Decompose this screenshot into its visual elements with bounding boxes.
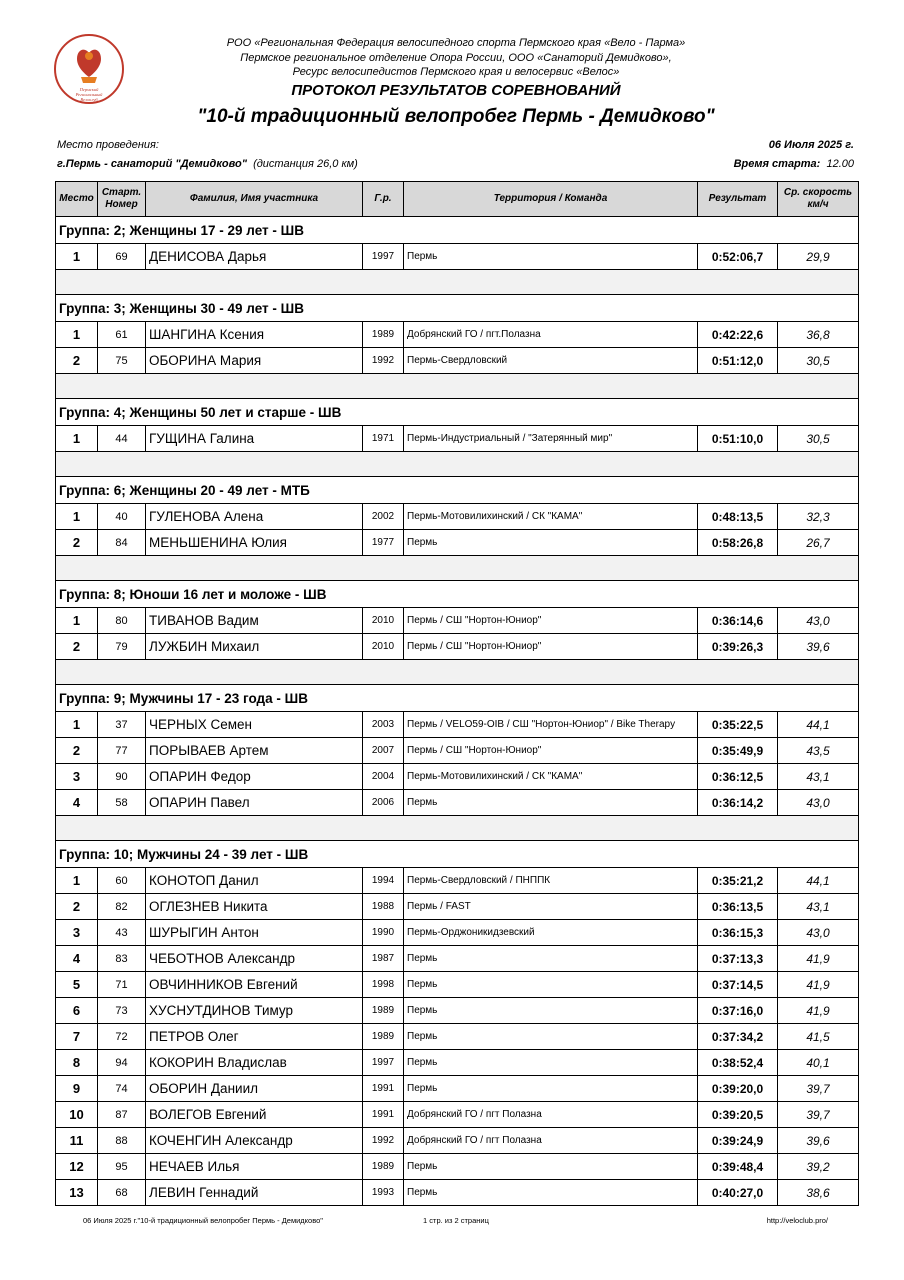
place-cell: 10 [56,1102,98,1128]
name-cell: КОЧЕНГИН Александр [146,1128,363,1154]
venue-line [57,158,358,170]
name-cell: ШАНГИНА Ксения [146,322,363,348]
speed-cell: 41,9 [778,972,859,998]
year-cell: 2006 [363,790,404,816]
venue-label: Место проведения: [57,139,159,151]
team-cell: Пермь [404,946,698,972]
start-time: 12.00 [826,158,854,170]
team-cell: Пермь [404,1180,698,1206]
year-cell: 1989 [363,998,404,1024]
result-cell: 0:52:06,7 [698,244,778,270]
result-cell: 0:39:20,0 [698,1076,778,1102]
table-row [56,1154,859,1180]
name-cell: ПЕТРОВ Олег [146,1024,363,1050]
group-spacer [56,816,859,841]
organizer-line: Пермское региональное отделение Опора России, ООО «Санаторий Демидково», [240,51,672,64]
table-row [56,920,859,946]
result-cell: 0:35:22,5 [698,712,778,738]
group-title: Группа: 6; Женщины 20 - 49 лет - МТБ [56,477,859,504]
spacer-cell [56,374,859,399]
speed-cell: 39,2 [778,1154,859,1180]
name-cell: ГУЛЕНОВА Алена [146,504,363,530]
svg-text:Пермский: Пермский [79,87,99,92]
result-cell: 0:36:14,6 [698,608,778,634]
speed-cell: 39,6 [778,634,859,660]
bib-cell: 73 [98,998,146,1024]
svg-text:Велоклуб: Велоклуб [80,97,98,102]
col-year: Г.р. [363,182,404,217]
col-team: Территория / Команда [404,182,698,217]
bib-cell: 60 [98,868,146,894]
bib-cell: 77 [98,738,146,764]
table-row [56,738,859,764]
spacer-cell [56,816,859,841]
year-cell: 1989 [363,322,404,348]
team-cell: Пермь [404,1050,698,1076]
speed-cell: 43,5 [778,738,859,764]
year-cell: 1998 [363,972,404,998]
team-cell: Пермь [404,1024,698,1050]
table-row [56,426,859,452]
table-row [56,322,859,348]
footer-left: 06 Июля 2025 г."10-й традиционный велопробег Пермь - Демидково" [83,1216,323,1225]
speed-cell: 43,0 [778,608,859,634]
table-row [56,244,859,270]
place-cell: 2 [56,738,98,764]
svg-text:Региональный: Региональный [75,92,103,97]
team-cell: Пермь [404,1076,698,1102]
name-cell: ОБОРИНА Мария [146,348,363,374]
result-cell: 0:36:12,5 [698,764,778,790]
team-cell: Пермь [404,998,698,1024]
year-cell: 1989 [363,1024,404,1050]
name-cell: ЧЕБОТНОВ Александр [146,946,363,972]
name-cell: ЛУЖБИН Михаил [146,634,363,660]
place-cell: 2 [56,348,98,374]
speed-cell: 41,9 [778,998,859,1024]
name-cell: МЕНЬШЕНИНА Юлия [146,530,363,556]
place-cell: 4 [56,946,98,972]
footer-url: http://veloclub.pro/ [766,1216,828,1225]
year-cell: 2003 [363,712,404,738]
table-row [56,1050,859,1076]
year-cell: 1971 [363,426,404,452]
result-cell: 0:39:20,5 [698,1102,778,1128]
year-cell: 1989 [363,1154,404,1180]
group-header [56,217,859,244]
name-cell: ВОЛЕГОВ Евгений [146,1102,363,1128]
bib-cell: 95 [98,1154,146,1180]
group-header [56,685,859,712]
team-cell: Пермь / СШ "Нортон-Юниор" [404,738,698,764]
place-cell: 7 [56,1024,98,1050]
team-cell: Пермь [404,530,698,556]
start-line [734,158,854,170]
result-cell: 0:36:14,2 [698,790,778,816]
bib-cell: 43 [98,920,146,946]
result-cell: 0:39:24,9 [698,1128,778,1154]
result-cell: 0:36:13,5 [698,894,778,920]
team-cell: Пермь-Мотовилихинский / СК "КАМА" [404,504,698,530]
name-cell: ОПАРИН Павел [146,790,363,816]
bib-cell: 84 [98,530,146,556]
speed-cell: 43,1 [778,764,859,790]
name-cell: ЛЕВИН Геннадий [146,1180,363,1206]
place-cell: 3 [56,764,98,790]
club-logo [51,33,131,105]
place-cell: 5 [56,972,98,998]
table-row [56,530,859,556]
group-spacer [56,660,859,685]
bib-cell: 90 [98,764,146,790]
bib-cell: 40 [98,504,146,530]
event-title: "10-й традиционный велопробег Пермь - Демидково" [197,106,715,127]
year-cell: 1997 [363,244,404,270]
speed-cell: 44,1 [778,712,859,738]
start-label: Время старта: [733,158,821,170]
team-cell: Пермь [404,1154,698,1180]
name-cell: ГУЩИНА Галина [146,426,363,452]
table-row [56,972,859,998]
result-cell: 0:37:13,3 [698,946,778,972]
place-cell: 11 [56,1128,98,1154]
speed-cell: 39,7 [778,1076,859,1102]
result-cell: 0:48:13,5 [698,504,778,530]
name-cell: КОНОТОП Данил [146,868,363,894]
place-cell: 2 [56,894,98,920]
table-row [56,634,859,660]
col-name: Фамилия, Имя участника [146,182,363,217]
table-row [56,608,859,634]
table-row [56,504,859,530]
name-cell: ОГЛЕЗНЕВ Никита [146,894,363,920]
team-cell: Добрянский ГО / пгт.Полазна [404,322,698,348]
year-cell: 1988 [363,894,404,920]
results-body [56,217,859,1206]
name-cell: ДЕНИСОВА Дарья [146,244,363,270]
year-cell: 1990 [363,920,404,946]
place-cell: 1 [56,504,98,530]
year-cell: 2010 [363,634,404,660]
place-cell: 1 [56,426,98,452]
speed-cell: 43,0 [778,920,859,946]
table-row [56,946,859,972]
result-cell: 0:35:49,9 [698,738,778,764]
year-cell: 1991 [363,1102,404,1128]
result-cell: 0:58:26,8 [698,530,778,556]
speed-cell: 30,5 [778,426,859,452]
name-cell: ПОРЫВАЕВ Артем [146,738,363,764]
table-row [56,764,859,790]
place-cell: 1 [56,712,98,738]
bib-cell: 82 [98,894,146,920]
team-cell: Пермь [404,790,698,816]
speed-cell: 39,6 [778,1128,859,1154]
organizers [150,36,762,80]
place-cell: 8 [56,1050,98,1076]
group-title: Группа: 10; Мужчины 24 - 39 лет - ШВ [56,841,859,868]
bib-cell: 80 [98,608,146,634]
year-cell: 1997 [363,1050,404,1076]
place-cell: 4 [56,790,98,816]
bib-cell: 74 [98,1076,146,1102]
group-header [56,295,859,322]
table-row [56,894,859,920]
speed-cell: 44,1 [778,868,859,894]
result-cell: 0:40:27,0 [698,1180,778,1206]
col-bib: Старт. Номер [98,182,146,217]
spacer-cell [56,452,859,477]
team-cell: Пермь-Индустриальный / "Затерянный мир" [404,426,698,452]
group-header [56,477,859,504]
bib-cell: 88 [98,1128,146,1154]
table-row [56,790,859,816]
event-date: 06 Июля 2025 г. [768,139,854,151]
protocol-title: ПРОТОКОЛ РЕЗУЛЬТАТОВ СОРЕВНОВАНИЙ [291,82,621,99]
bib-cell: 68 [98,1180,146,1206]
col-result: Результат [698,182,778,217]
speed-cell: 40,1 [778,1050,859,1076]
table-row [56,998,859,1024]
speed-cell: 26,7 [778,530,859,556]
table-row [56,1128,859,1154]
team-cell: Пермь-Свердловский [404,348,698,374]
table-row [56,1076,859,1102]
place-cell: 1 [56,322,98,348]
bib-cell: 94 [98,1050,146,1076]
group-title: Группа: 9; Мужчины 17 - 23 года - ШВ [56,685,859,712]
result-cell: 0:35:21,2 [698,868,778,894]
speed-cell: 29,9 [778,244,859,270]
speed-cell: 38,6 [778,1180,859,1206]
venue: г.Пермь - санаторий "Демидково" [57,158,247,170]
group-spacer [56,452,859,477]
speed-cell: 41,9 [778,946,859,972]
bib-cell: 83 [98,946,146,972]
place-cell: 12 [56,1154,98,1180]
year-cell: 1992 [363,348,404,374]
team-cell: Пермь-Свердловский / ПНППК [404,868,698,894]
result-cell: 0:51:10,0 [698,426,778,452]
name-cell: КОКОРИН Владислав [146,1050,363,1076]
speed-cell: 41,5 [778,1024,859,1050]
year-cell: 1994 [363,868,404,894]
name-cell: ШУРЫГИН Антон [146,920,363,946]
distance: (дистанция 26,0 км) [253,158,358,170]
team-cell: Пермь-Орджоникидзевский [404,920,698,946]
bib-cell: 75 [98,348,146,374]
year-cell: 1993 [363,1180,404,1206]
speed-cell: 43,1 [778,894,859,920]
place-cell: 6 [56,998,98,1024]
place-cell: 13 [56,1180,98,1206]
year-cell: 1977 [363,530,404,556]
group-spacer [56,270,859,295]
bib-cell: 44 [98,426,146,452]
result-cell: 0:42:22,6 [698,322,778,348]
col-speed: Ср. скорость км/ч [778,182,859,217]
bib-cell: 79 [98,634,146,660]
team-cell: Пермь [404,972,698,998]
table-row [56,868,859,894]
speed-cell: 30,5 [778,348,859,374]
place-cell: 3 [56,920,98,946]
bib-cell: 61 [98,322,146,348]
year-cell: 1987 [363,946,404,972]
spacer-cell [56,660,859,685]
bib-cell: 37 [98,712,146,738]
name-cell: ОВЧИННИКОВ Евгений [146,972,363,998]
name-cell: ОБОРИН Даниил [146,1076,363,1102]
year-cell: 2007 [363,738,404,764]
speed-cell: 39,7 [778,1102,859,1128]
name-cell: ЧЕРНЫХ Семен [146,712,363,738]
team-cell: Добрянский ГО / пгт Полазна [404,1128,698,1154]
spacer-cell [56,270,859,295]
bib-cell: 69 [98,244,146,270]
team-cell: Пермь / СШ "Нортон-Юниор" [404,634,698,660]
name-cell: НЕЧАЕВ Илья [146,1154,363,1180]
group-header [56,399,859,426]
result-cell: 0:37:34,2 [698,1024,778,1050]
team-cell: Пермь / FAST [404,894,698,920]
bib-cell: 87 [98,1102,146,1128]
name-cell: ОПАРИН Федор [146,764,363,790]
group-title: Группа: 3; Женщины 30 - 49 лет - ШВ [56,295,859,322]
bib-cell: 71 [98,972,146,998]
result-cell: 0:36:15,3 [698,920,778,946]
place-cell: 9 [56,1076,98,1102]
group-title: Группа: 4; Женщины 50 лет и старше - ШВ [56,399,859,426]
col-place: Место [56,182,98,217]
result-cell: 0:39:26,3 [698,634,778,660]
speed-cell: 32,3 [778,504,859,530]
group-title: Группа: 2; Женщины 17 - 29 лет - ШВ [56,217,859,244]
table-row [56,1180,859,1206]
place-cell: 1 [56,608,98,634]
table-row [56,1024,859,1050]
table-row [56,712,859,738]
result-cell: 0:37:14,5 [698,972,778,998]
place-cell: 1 [56,868,98,894]
group-header [56,841,859,868]
speed-cell: 36,8 [778,322,859,348]
result-cell: 0:39:48,4 [698,1154,778,1180]
year-cell: 2004 [363,764,404,790]
organizer-line: Ресурс велосипедистов Пермского края и велосервис «Велос» [292,66,620,78]
organizer-line: РОО «Региональная Федерация велосипедного спорта Пермского края «Вело - Парма» [226,37,686,49]
table-header [56,182,859,217]
bib-cell: 72 [98,1024,146,1050]
results-table [55,181,859,1206]
place-cell: 2 [56,530,98,556]
name-cell: ХУСНУТДИНОВ Тимур [146,998,363,1024]
place-cell: 1 [56,244,98,270]
bib-cell: 58 [98,790,146,816]
team-cell: Пермь / VELO59-OIB / СШ "Нортон-Юниор" / Bike Therapy [404,712,698,738]
result-cell: 0:51:12,0 [698,348,778,374]
group-title: Группа: 8; Юноши 16 лет и моложе - ШВ [56,581,859,608]
speed-cell: 43,0 [778,790,859,816]
name-cell: ТИВАНОВ Вадим [146,608,363,634]
table-row [56,348,859,374]
spacer-cell [56,556,859,581]
footer-page: 1 стр. из 2 страниц [423,1216,489,1225]
year-cell: 1991 [363,1076,404,1102]
place-cell: 2 [56,634,98,660]
year-cell: 2010 [363,608,404,634]
group-header [56,581,859,608]
team-cell: Пермь / СШ "Нортон-Юниор" [404,608,698,634]
group-spacer [56,556,859,581]
year-cell: 2002 [363,504,404,530]
result-cell: 0:37:16,0 [698,998,778,1024]
team-cell: Пермь-Мотовилихинский / СК "КАМА" [404,764,698,790]
year-cell: 1992 [363,1128,404,1154]
table-row [56,1102,859,1128]
team-cell: Пермь [404,244,698,270]
group-spacer [56,374,859,399]
team-cell: Добрянский ГО / пгт Полазна [404,1102,698,1128]
result-cell: 0:38:52,4 [698,1050,778,1076]
